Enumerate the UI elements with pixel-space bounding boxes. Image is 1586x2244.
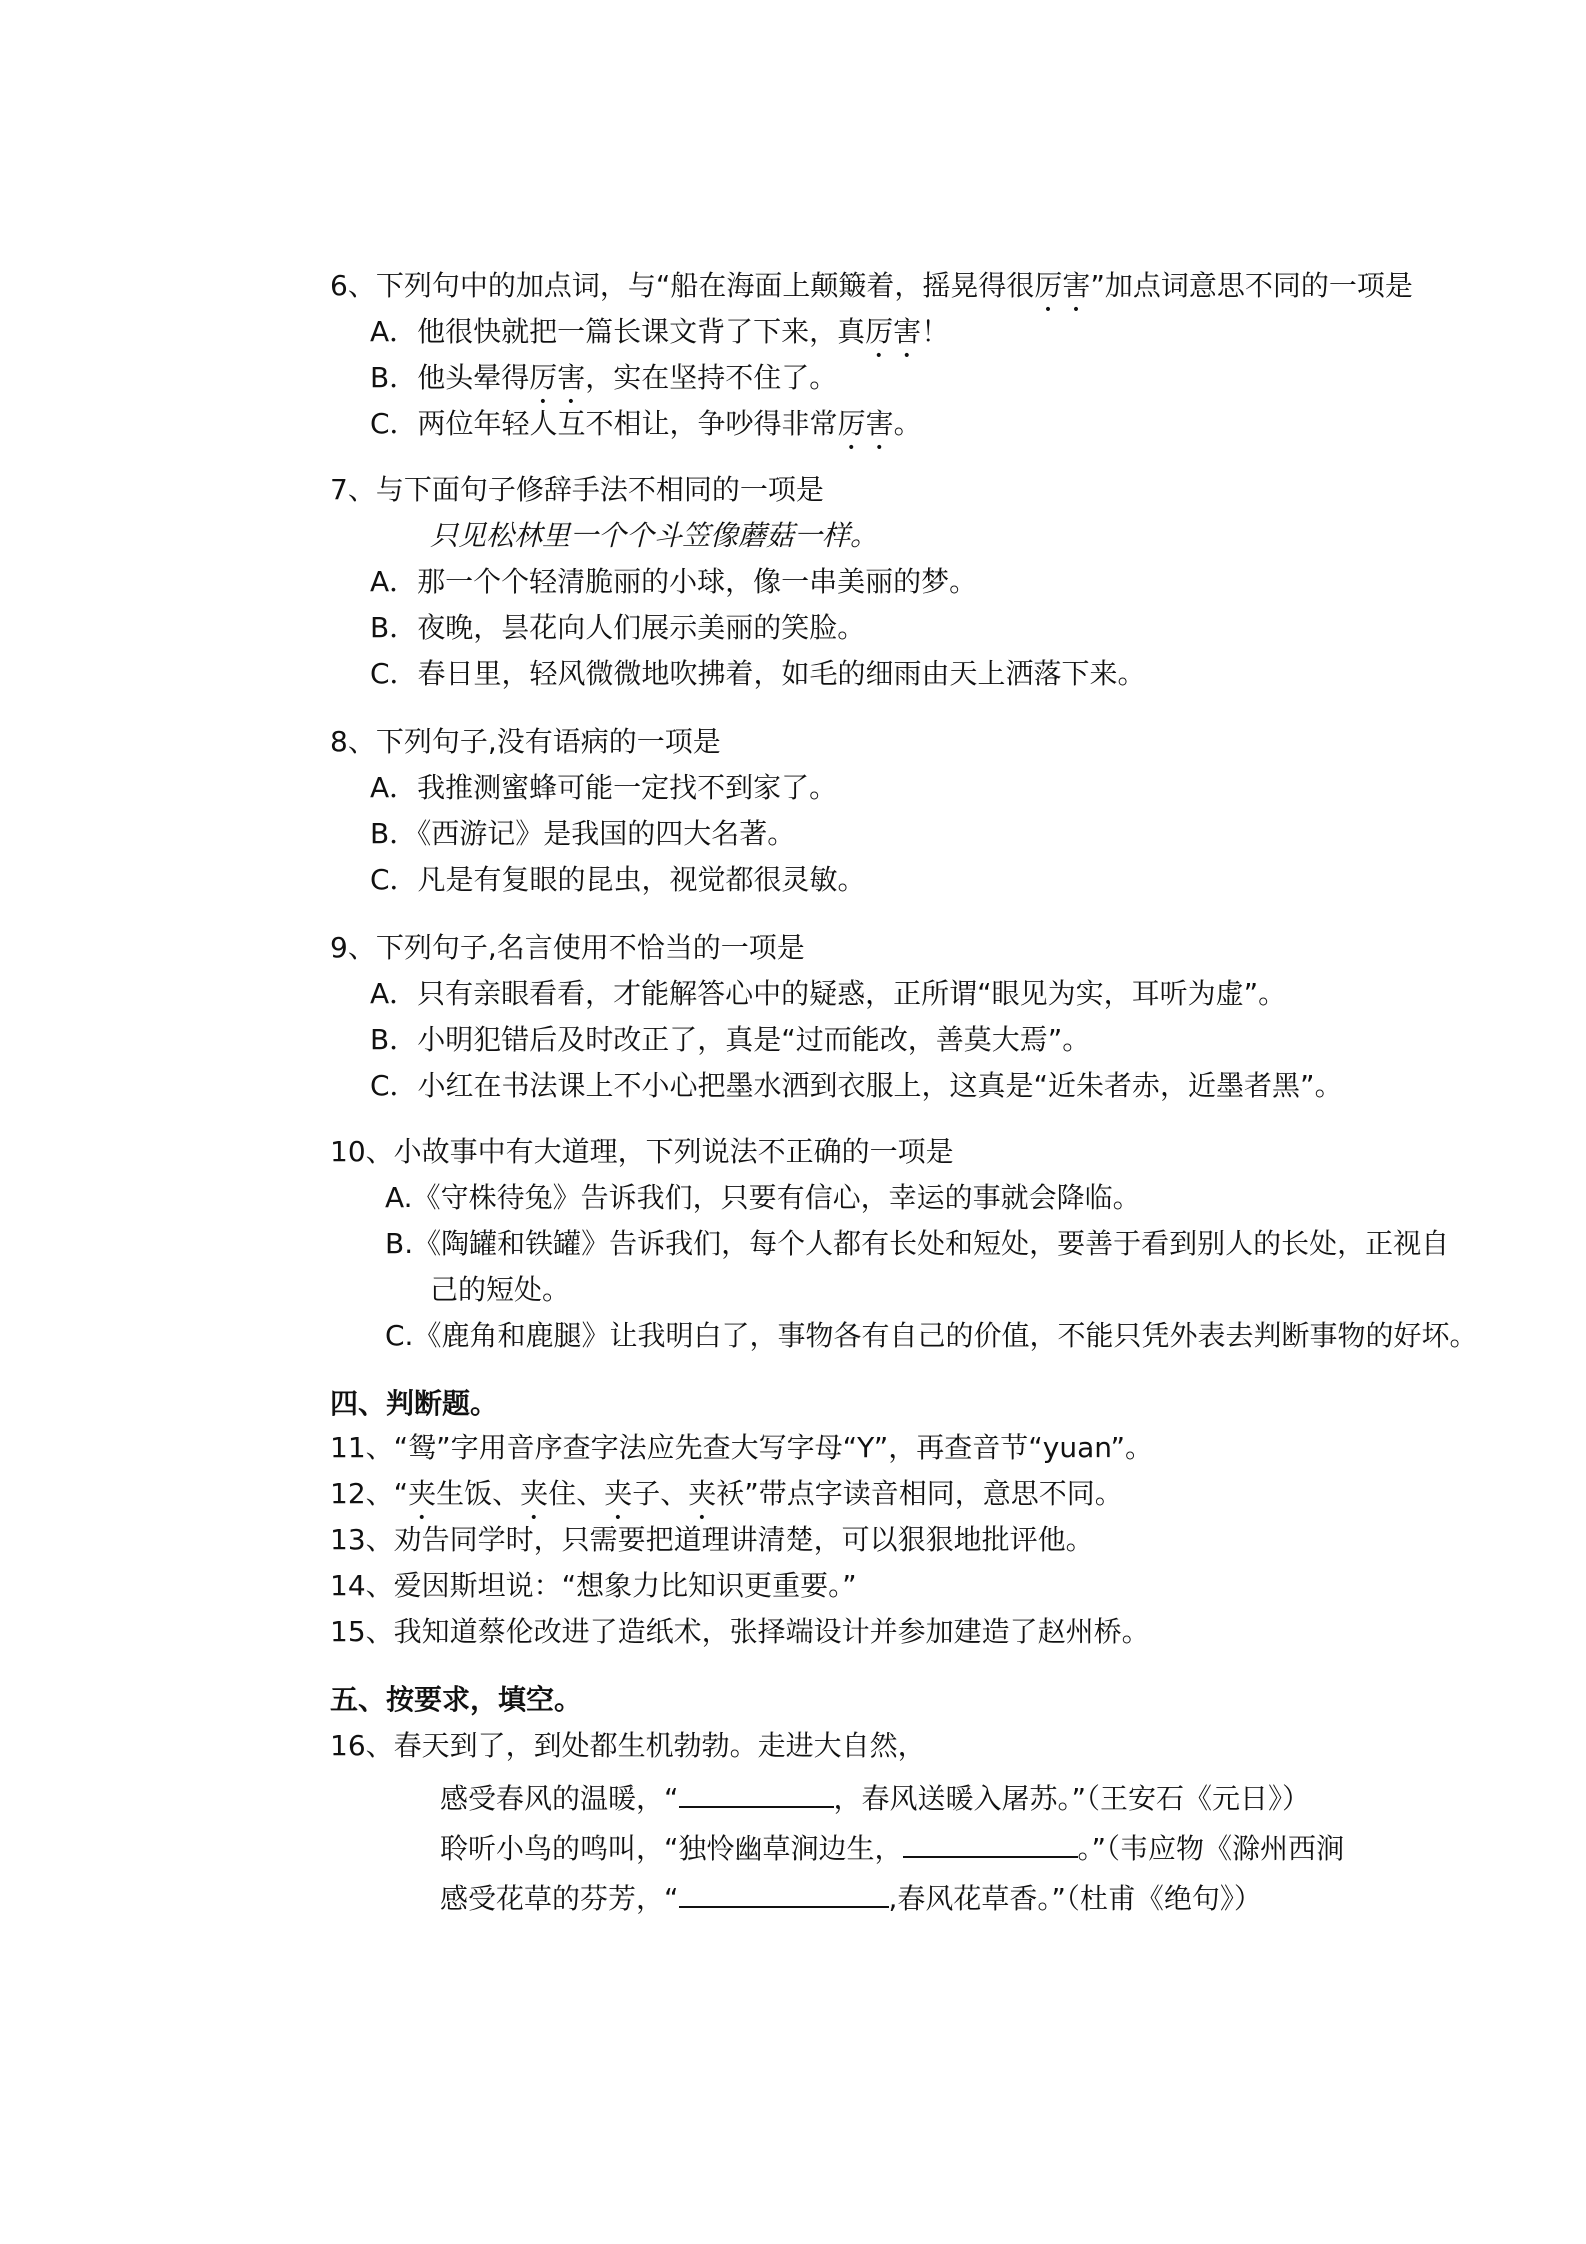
q7-stem: 7、与下面句子修辞手法不相同的一项是: [330, 473, 824, 506]
q10-option-b-line2: 己的短处。: [430, 1273, 571, 1306]
q8-option-b: B．《西游记》是我国的四大名著。: [370, 817, 796, 850]
q6-option-b: B．他头晕得厉害，实在坚持不住了。: [370, 361, 838, 394]
q16-line-2: 聆听小鸟的鸣叫，“独怜幽草涧边生， 。”（韦应物《滁州西涧: [440, 1832, 1345, 1865]
q6-stem: 6、下列句中的加点词，与“船在海面上颠簸着，摇晃得很厉害”加点词意思不同的一项是: [330, 269, 1413, 302]
q16-line-3: 感受花草的芬芳，“ ,春风花草香。”（杜甫《绝句》）: [440, 1882, 1262, 1915]
section-four-heading: 四、判断题。: [330, 1387, 499, 1420]
q10-option-b-line1: B.《陶罐和铁罐》告诉我们，每个人都有长处和短处，要善于看到别人的长处，正视自: [385, 1227, 1450, 1260]
q10-option-c: C.《鹿角和鹿腿》让我明白了，事物各有自己的价值，不能只凭外表去判断事物的好坏。: [385, 1319, 1478, 1352]
judge-item-11: 11、“鸳”字用音序查字法应先查大写字母“Y”，再查音节“yuan”。: [330, 1431, 1153, 1464]
fill-blank-1[interactable]: [679, 1780, 834, 1808]
judge-item-13: 13、劝告同学时，只需要把道理讲清楚，可以狠狠地批评他。: [330, 1523, 1094, 1556]
q9-option-a: A．只有亲眼看看，才能解答心中的疑惑，正所谓“眼见为实，耳听为虚”。: [370, 977, 1287, 1010]
q7-quote: 只见松林里一个个斗笠像蘑菇一样。: [430, 519, 879, 552]
q10-stem: 10、小故事中有大道理，下列说法不正确的一项是: [330, 1135, 954, 1168]
q16-line-1: 感受春风的温暖，“ ，春风送暖入屠苏。”（王安石《元日》）: [440, 1782, 1311, 1815]
judge-item-15: 15、我知道蔡伦改进了造纸术，张择端设计并参加建造了赵州桥。: [330, 1615, 1150, 1648]
q7-option-b: B．夜晚，昙花向人们展示美丽的笑脸。: [370, 611, 866, 644]
q7-option-a: A．那一个个轻清脆丽的小球，像一串美丽的梦。: [370, 565, 978, 598]
q6-option-c: C．两位年轻人互不相让，争吵得非常厉害。: [370, 407, 922, 440]
q8-stem: 8、下列句子,没有语病的一项是: [330, 725, 721, 758]
judge-item-12: 12、“夹生饭、夹住、夹子、夹袄”带点字读音相同，意思不同。: [330, 1477, 1123, 1510]
q6-stem-dotted-word: 厉害: [1034, 269, 1091, 302]
fill-blank-2[interactable]: [903, 1830, 1078, 1858]
q9-option-b: B．小明犯错后及时改正了，真是“过而能改，善莫大焉”。: [370, 1023, 1091, 1056]
q6-option-a: A．他很快就把一篇长课文背了下来，真厉害！: [370, 315, 950, 348]
fill-blank-3[interactable]: [679, 1880, 889, 1908]
q9-option-c: C．小红在书法课上不小心把墨水洒到衣服上，这真是“近朱者赤，近墨者黑”。: [370, 1069, 1343, 1102]
judge-item-14: 14、爱因斯坦说：“想象力比知识更重要。”: [330, 1569, 857, 1602]
section-five-heading: 五、按要求，填空。: [330, 1683, 583, 1716]
q9-stem: 9、下列句子,名言使用不恰当的一项是: [330, 931, 805, 964]
q16-stem: 16、春天到了，到处都生机勃勃。走进大自然，: [330, 1729, 926, 1762]
q10-option-a: A.《守株待兔》告诉我们，只要有信心，幸运的事就会降临。: [385, 1181, 1141, 1214]
q8-option-a: A．我推测蜜蜂可能一定找不到家了。: [370, 771, 838, 804]
q7-option-c: C．春日里，轻风微微地吹拂着，如毛的细雨由天上洒落下来。: [370, 657, 1146, 690]
q8-option-c: C．凡是有复眼的昆虫，视觉都很灵敏。: [370, 863, 866, 896]
